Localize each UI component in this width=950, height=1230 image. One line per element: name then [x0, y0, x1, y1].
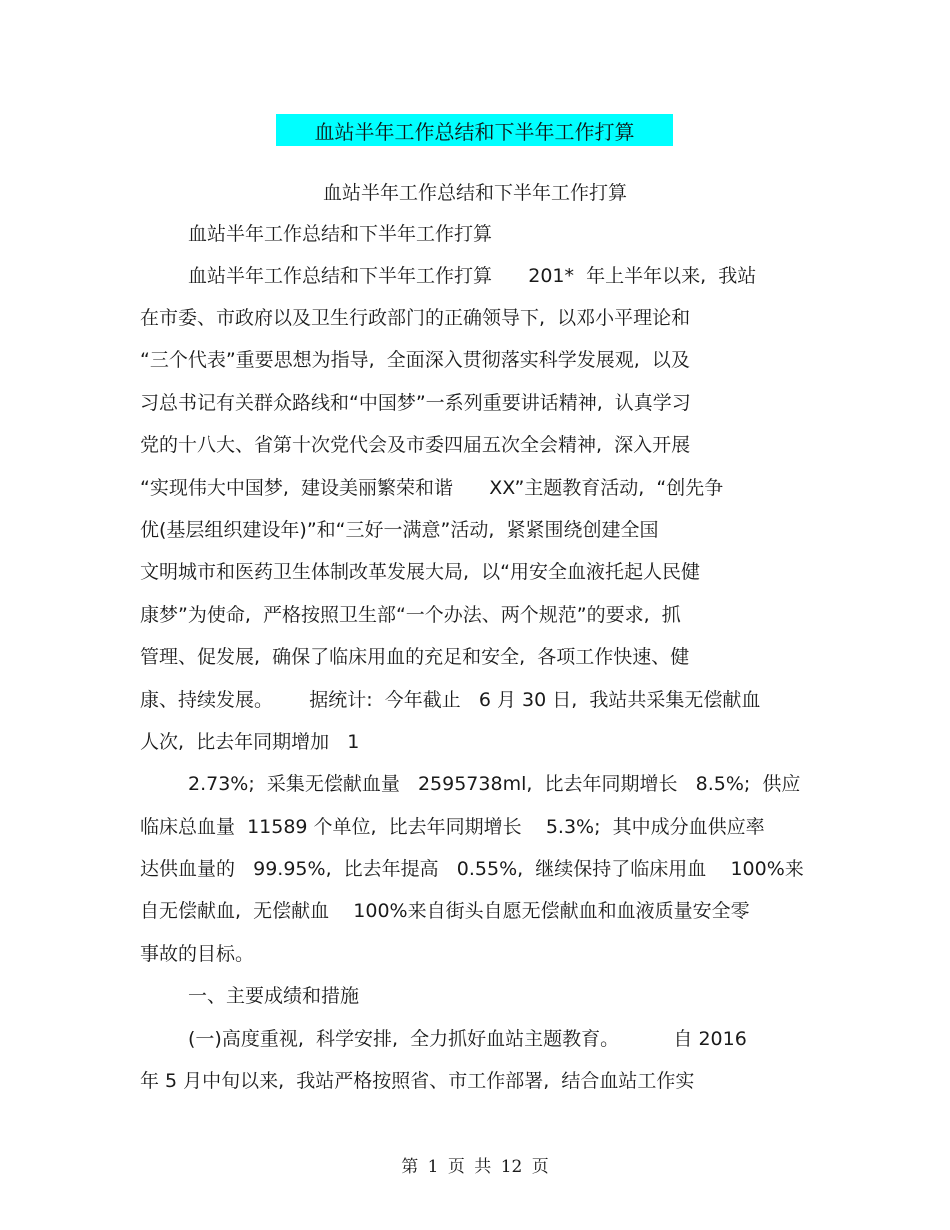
document-title	[276, 114, 673, 146]
document-title-text: 血站半年工作总结和下半年工作打算	[314, 119, 635, 144]
body-line-12: 康、持续发展。 据统计: 今年截止 6 月 30 日, 我站共采集无偿献血	[140, 689, 761, 711]
body-line-17: 自无偿献血, 无偿献血 100%来自街头自愿无偿献血和血液质量安全零	[140, 900, 750, 922]
body-line-9: 文明城市和医药卫生体制改革发展大局, 以“用安全血液托起人民健	[140, 561, 700, 583]
body-line-1: 血站半年工作总结和下半年工作打算	[188, 223, 493, 245]
document-subtitle: 血站半年工作总结和下半年工作打算	[322, 182, 627, 204]
section-heading: 一、主要成绩和措施	[188, 985, 360, 1007]
body-line-18: 事故的目标。	[140, 943, 255, 965]
body-line-10: 康梦”为使命, 严格按照卫生部“一个办法、两个规范”的要求, 抓	[140, 604, 681, 626]
body-line-6: 党的十八大、省第十次党代会及市委四届五次全会精神, 深入开展	[140, 434, 691, 456]
body-line-2: 血站半年工作总结和下半年工作打算 201* 年上半年以来, 我站	[188, 265, 757, 287]
body-line-5: 习总书记有关群众路线和“中国梦”一系列重要讲话精神, 认真学习	[140, 392, 691, 414]
page-number-footer: 第 1 页 共 12 页	[401, 1157, 549, 1177]
body-line-4: “三个代表”重要思想为指导, 全面深入贯彻落实科学发展观, 以及	[140, 349, 690, 371]
body-line-21: 年 5 月中旬以来, 我站严格按照省、市工作部署, 结合血站工作实	[140, 1070, 695, 1092]
body-line-14: 2.73%; 采集无偿献血量 2595738ml, 比去年同期增长 8.5%; 供应	[188, 773, 801, 795]
body-line-16: 达供血量的 99.95%, 比去年提高 0.55%, 继续保持了临床用血 100%来	[140, 858, 804, 880]
body-line-8: 优(基层组织建设年)”和“三好一满意”活动, 紧紧围绕创建全国	[140, 519, 659, 541]
body-line-15: 临床总血量 11589 个单位, 比去年同期增长 5.3%; 其中成分血供应率	[140, 816, 765, 838]
body-line-13: 人次, 比去年同期增加 1	[140, 731, 360, 753]
body-line-20: (一)高度重视, 科学安排, 全力抓好血站主题教育。 自 2016	[188, 1028, 747, 1050]
body-line-11: 管理、促发展, 确保了临床用血的充足和安全, 各项工作快速、健	[140, 646, 690, 668]
body-line-7: “实现伟大中国梦, 建设美丽繁荣和谐 XX”主题教育活动, “创先争	[140, 477, 724, 499]
body-line-3: 在市委、市政府以及卫生行政部门的正确领导下, 以邓小平理论和	[140, 307, 691, 329]
